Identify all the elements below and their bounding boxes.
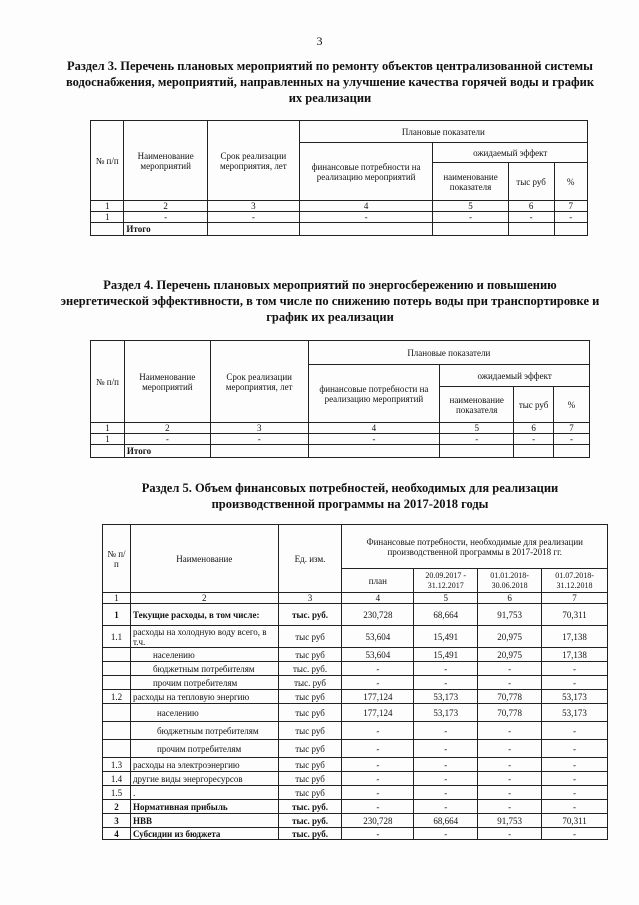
row-unit: тыс руб [278, 648, 342, 662]
cell: - [514, 434, 554, 445]
planned-header: Плановые показатели [308, 341, 589, 365]
col-number: 3 [210, 423, 308, 434]
row-name: НВВ [130, 814, 278, 828]
pct-header: % [554, 163, 587, 201]
cell: - [124, 434, 210, 445]
table-row [103, 786, 608, 800]
row-number [103, 648, 131, 662]
table-row [103, 722, 608, 740]
value-period2: 70,778 [478, 704, 542, 722]
value-period2: 20,975 [478, 648, 542, 662]
value-period3: - [542, 772, 608, 786]
table-row [103, 828, 608, 840]
value-plan: 53,604 [342, 648, 414, 662]
value-plan: - [342, 828, 414, 840]
value-period3: - [542, 828, 608, 840]
col-number: 6 [508, 201, 554, 212]
col-number: 4 [308, 423, 440, 434]
row-unit: тыс. руб. [278, 604, 342, 626]
total-label: Итого [124, 445, 210, 458]
col-term-header: Срок реализации мероприятия, лет [207, 121, 299, 201]
value-period2: - [478, 758, 542, 772]
col-num-header: № п/п [91, 341, 125, 423]
value-period2: 20,975 [478, 626, 542, 648]
col-number: 3 [207, 201, 299, 212]
table-row [103, 676, 608, 690]
col-number: 5 [414, 593, 478, 604]
value-period1: 15,491 [414, 626, 478, 648]
row-unit: тыс. руб. [278, 814, 342, 828]
col-term-header: Срок реализации мероприятия, лет [210, 341, 308, 423]
col-number-row [103, 593, 608, 604]
row-number: 1 [103, 604, 131, 626]
section5-table [102, 524, 608, 840]
col-num-header: № п/п [91, 121, 124, 201]
section3-table [90, 120, 588, 236]
row-unit: тыс руб [278, 704, 342, 722]
effect-header: ожидаемый эффект [433, 143, 588, 163]
row-unit: тыс руб [278, 786, 342, 800]
indicator-name-header: наименование показателя [440, 387, 514, 423]
value-period2: - [478, 786, 542, 800]
value-period2: 91,753 [478, 604, 542, 626]
value-plan: - [342, 740, 414, 758]
effect-header: ожидаемый эффект [440, 365, 590, 387]
row-unit: тыс. руб. [278, 662, 342, 676]
row-name: расходы на холодную воду всего, в т.ч. [130, 626, 278, 648]
fin-needs-header: финансовые потребности на реализацию мероприятий [299, 143, 433, 201]
col-number: 7 [554, 201, 587, 212]
cell: - [124, 212, 208, 223]
row-number: 1.2 [103, 690, 131, 704]
table-row [91, 212, 588, 223]
col-name-header: Наименование мероприятий [124, 341, 210, 423]
value-plan: 177,124 [342, 690, 414, 704]
col-number: 1 [91, 423, 125, 434]
value-period1: - [414, 772, 478, 786]
period3-header: 01.07.2018-31.12.2018 [542, 569, 608, 593]
value-period3: - [542, 722, 608, 740]
col-number: 4 [342, 593, 414, 604]
section5-title: Раздел 5. Объем финансовых потребностей, необходимых для реализации производственной программы на 2017-2018 годы [141, 481, 559, 511]
value-period1: - [414, 722, 478, 740]
row-unit: тыс. руб. [278, 800, 342, 814]
row-name: расходы на электроэнергию [130, 758, 278, 772]
value-period2: - [478, 772, 542, 786]
value-plan: - [342, 722, 414, 740]
col-number: 1 [103, 593, 131, 604]
row-unit: тыс руб [278, 772, 342, 786]
value-period1: 53,173 [414, 704, 478, 722]
value-plan: 230,728 [342, 814, 414, 828]
row-name: прочим потребителям [130, 740, 278, 758]
planned-header: Плановые показатели [299, 121, 587, 143]
value-period3: - [542, 758, 608, 772]
row-name: населению [130, 648, 278, 662]
row-number: 3 [103, 814, 131, 828]
value-plan: 230,728 [342, 604, 414, 626]
value-period1: - [414, 662, 478, 676]
value-period3: - [542, 740, 608, 758]
value-period2: - [478, 800, 542, 814]
value-plan: - [342, 800, 414, 814]
row-number: 2 [103, 800, 131, 814]
col-number: 2 [124, 423, 210, 434]
table-row [91, 434, 590, 445]
row-name: . [130, 786, 278, 800]
col-number-row [91, 423, 590, 434]
value-period1: - [414, 786, 478, 800]
cell: - [308, 434, 440, 445]
row-name: другие виды энергоресурсов [130, 772, 278, 786]
value-plan: 53,604 [342, 626, 414, 648]
value-plan: - [342, 786, 414, 800]
value-period2: - [478, 676, 542, 690]
table-row [103, 648, 608, 662]
value-period3: 70,311 [542, 814, 608, 828]
value-period1: 68,664 [414, 814, 478, 828]
row-number: 1.4 [103, 772, 131, 786]
col-number: 6 [514, 423, 554, 434]
period2-header: 01.01.2018-30.06.2018 [478, 569, 542, 593]
value-period3: - [542, 786, 608, 800]
table-row [103, 690, 608, 704]
table-row [103, 800, 608, 814]
row-number: 1.3 [103, 758, 131, 772]
row-name: расходы на тепловую энергию [130, 690, 278, 704]
col-number: 2 [130, 593, 278, 604]
value-period1: 68,664 [414, 604, 478, 626]
value-period2: - [478, 662, 542, 676]
col-name-header: Наименование [130, 525, 278, 593]
cell: - [440, 434, 514, 445]
table-row [103, 772, 608, 786]
row-name: Текущие расходы, в том числе: [130, 604, 278, 626]
pct-header: % [554, 387, 590, 423]
cell: 1 [91, 212, 124, 223]
row-name: Нормативная прибыль [130, 800, 278, 814]
value-period3: 70,311 [542, 604, 608, 626]
col-num-header: № п/п [103, 525, 131, 593]
col-number: 5 [433, 201, 508, 212]
unit-header: тыс руб [514, 387, 554, 423]
table-row [103, 626, 608, 648]
col-number-row [91, 201, 588, 212]
row-number [103, 704, 131, 722]
row-unit: тыс руб [278, 740, 342, 758]
value-plan: - [342, 758, 414, 772]
section4-table [90, 340, 590, 458]
table-row [103, 662, 608, 676]
col-number: 7 [542, 593, 608, 604]
row-number: 1.5 [103, 786, 131, 800]
table-row [103, 740, 608, 758]
row-name: Субсидии из бюджета [130, 828, 278, 840]
value-plan: 177,124 [342, 704, 414, 722]
cell: - [210, 434, 308, 445]
row-number: 4 [103, 828, 131, 840]
value-period3: - [542, 676, 608, 690]
row-unit: тыс руб [278, 722, 342, 740]
cell: - [207, 212, 299, 223]
row-name: населению [130, 704, 278, 722]
row-number [103, 662, 131, 676]
row-unit: тыс руб [278, 690, 342, 704]
row-number [103, 740, 131, 758]
cell: - [299, 212, 433, 223]
row-unit: тыс руб [278, 758, 342, 772]
col-number: 2 [124, 201, 208, 212]
value-period1: - [414, 740, 478, 758]
value-period2: - [478, 722, 542, 740]
value-period3: - [542, 662, 608, 676]
total-row [91, 445, 590, 458]
value-plan: - [342, 662, 414, 676]
cell: - [554, 212, 587, 223]
section4-title: Раздел 4. Перечень плановых мероприятий по энергосбережению и повышению энергетической эффективности, в том числе по снижению потерь воды при транспортировке и график их реализации [60, 278, 600, 324]
value-period1: 15,491 [414, 648, 478, 662]
cell: 1 [91, 434, 125, 445]
table-row [103, 604, 608, 626]
period1-header: 20.09.2017 - 31.12.2017 [414, 569, 478, 593]
col-name-header: Наименование мероприятий [124, 121, 208, 201]
indicator-name-header: наименование показателя [433, 163, 508, 201]
value-period2: - [478, 828, 542, 840]
total-label: Итого [124, 223, 208, 236]
value-plan: - [342, 772, 414, 786]
row-unit: тыс. руб. [278, 828, 342, 840]
row-name: бюджетным потребителям [130, 722, 278, 740]
col-number: 3 [278, 593, 342, 604]
row-unit: тыс руб [278, 626, 342, 648]
col-number: 5 [440, 423, 514, 434]
col-number: 6 [478, 593, 542, 604]
value-period1: - [414, 800, 478, 814]
col-number: 4 [299, 201, 433, 212]
value-period1: - [414, 828, 478, 840]
value-period3: - [542, 800, 608, 814]
row-number: 1.1 [103, 626, 131, 648]
table-row [103, 704, 608, 722]
row-unit: тыс. руб [278, 676, 342, 690]
cell: - [554, 434, 590, 445]
value-period2: 91,753 [478, 814, 542, 828]
col-number: 7 [554, 423, 590, 434]
row-name: бюджетным потребителям [130, 662, 278, 676]
value-period1: - [414, 676, 478, 690]
cell: - [433, 212, 508, 223]
value-period3: 53,173 [542, 690, 608, 704]
plan-header: план [342, 569, 414, 593]
fin-header: Финансовые потребности, необходимые для реализации производственной программы в 2017-2018 гг. [342, 525, 608, 569]
cell: - [508, 212, 554, 223]
unit-header: тыс руб [508, 163, 554, 201]
row-number [103, 722, 131, 740]
fin-needs-header: финансовые потребности на реализацию мероприятий [308, 365, 440, 423]
value-period3: 53,173 [542, 704, 608, 722]
value-period1: 53,173 [414, 690, 478, 704]
value-period1: - [414, 758, 478, 772]
row-number [103, 676, 131, 690]
col-number: 1 [91, 201, 124, 212]
value-period3: 17,138 [542, 626, 608, 648]
table-row [103, 814, 608, 828]
page-number: 3 [316, 34, 323, 48]
total-row [91, 223, 588, 236]
value-period3: 17,138 [542, 648, 608, 662]
section3-title: Раздел 3. Перечень плановых мероприятий по ремонту объектов централизованной системы водоснабжения, мероприятий, направленных на улучшение качества горячей воды и график их реализации [65, 59, 595, 105]
value-plan: - [342, 676, 414, 690]
value-period2: 70,778 [478, 690, 542, 704]
value-period2: - [478, 740, 542, 758]
col-unit-header: Ед. изм. [278, 525, 342, 593]
table-row [103, 758, 608, 772]
row-name: прочим потребителям [130, 676, 278, 690]
